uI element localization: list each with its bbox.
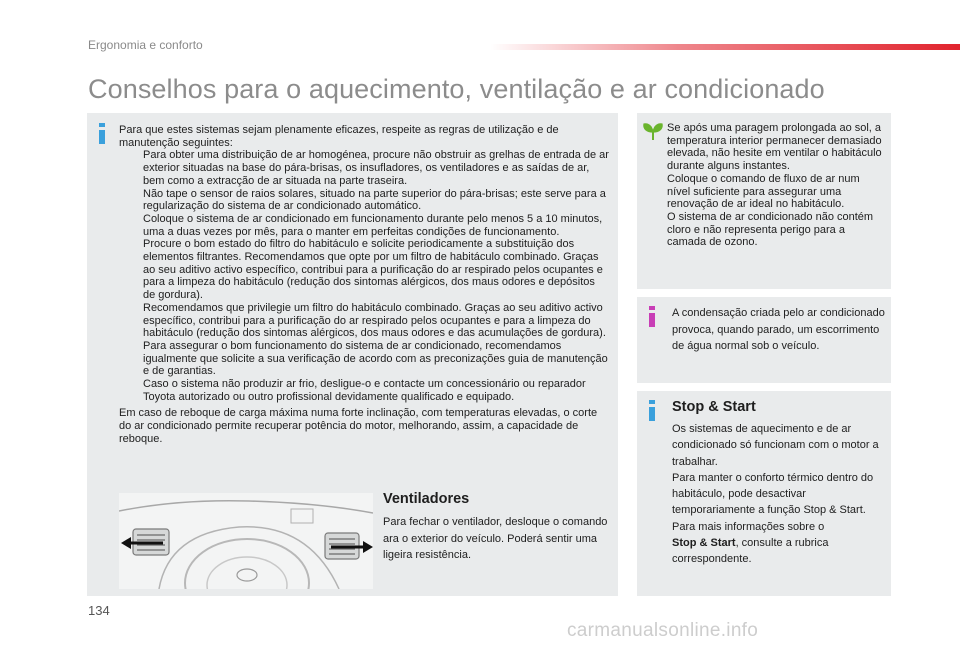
maintenance-text — [119, 124, 609, 446]
maintenance-intro: Para que estes sistemas sejam plenamente eficazes, respeite as regras de utilização e de manutenção seguintes: — [119, 124, 559, 149]
dashboard-illustration — [119, 493, 373, 589]
list-item: Procure o bom estado do filtro do habitáculo e solicite periodicamente a substituição dos elementos filtrantes. Recomendamos que opte por um filtro de habitáculo combinado. Graças ao seu aditivo activo específico, contribui para a purificação do ar respirado pelos ocupantes e para a limpeza do habitáculo (redução dos sintomas alérgicos, dos maus odores e depósitos de gordura). Recomendamos que privilegie um filtro do habitáculo combinado. Graças ao seu aditivo activo específico, contribui para a purificação do ar respirado pelos ocupantes e para a limpeza do habitáculo (redução dos sintomas alérgicos, dos maus odores e das acumulações de gordura). — [143, 238, 606, 340]
section-label: Ergonomia e conforto — [88, 38, 203, 52]
leaf-icon — [642, 121, 664, 141]
stop-start-text: Os sistemas de aquecimento e de ar condicionado só funcionam com o motor a trabalhar. Para manter o conforto térmico dentro do habitáculo, pode desactivar temporariamente a função Stop & Start. Para mais informações sobre o Stop & Start, consulte a rubrica correspondente. — [672, 423, 879, 566]
list-item: Coloque o sistema de ar condicionado em funcionamento durante pelo menos 5 a 10 minutos, uma a duas vezes por mês, para o manter em perfeitas condições de funcionamento. — [143, 212, 603, 238]
condensation-text: A condensação criada pelo ar condicionado provoca, quando parado, um escorrimento de água normal sob o veículo. — [672, 307, 885, 352]
list-item: Não tape o sensor de raios solares, situado na parte superior do pára-brisas; este serve para a regularização do sistema de ar condicionado automático. — [143, 187, 606, 213]
page-title: Conselhos para o aquecimento, ventilação e ar condicionado — [88, 74, 825, 104]
eco-tip-text: Se após uma paragem prolongada ao sol, a temperatura interior permanecer demasiado elevada, não hesite em ventilar o habitáculo durante alguns instantes. Coloque o comando de fluxo de ar num nível suficiente para assegurar uma renovação de ar ideal no habitáculo. O sistema de ar condicionado não contém cloro e não representa perigo para a camada de ozono. — [667, 122, 882, 249]
ventiladores-heading: Ventiladores — [383, 491, 470, 507]
maintenance-list — [119, 149, 609, 403]
dashboard-vent-illustration — [119, 493, 373, 589]
page-number: 134 — [88, 603, 110, 618]
towing-note: Em caso de reboque de carga máxima numa forte inclinação, com temperaturas elevadas, o corte do ar condicionado permite recuperar potência do motor, melhorando, assim, a capacidade de reboque. — [119, 407, 598, 445]
watermark: carmanualsonline.info — [567, 620, 759, 641]
accent-bar — [490, 44, 960, 50]
list-item: Para assegurar o bom funcionamento do sistema de ar condicionado, recomendamos igualmente que solicite a sua verificação de acordo com as preconizações guia de manutenção e de garantias. — [143, 339, 608, 378]
list-item: Caso o sistema não produzir ar frio, desligue-o e contacte um concessionário ou reparador Toyota autorizado ou outro profissional devidamente qualificado e equipado. — [143, 378, 586, 403]
ventiladores-text: Para fechar o ventilador, desloque o comando ara o exterior do veículo. Poderá sentir uma ligeira resistência. — [383, 516, 608, 561]
list-item: Para obter uma distribuição de ar homogénea, procure não obstruir as grelhas de entrada de ar exterior situadas na base do pára-brisas, os insufladores, os ventiladores e as saídas de ar, bem como a extracção de ar situada na parte traseira. — [143, 149, 609, 187]
stop-start-heading: Stop & Start — [672, 399, 756, 415]
